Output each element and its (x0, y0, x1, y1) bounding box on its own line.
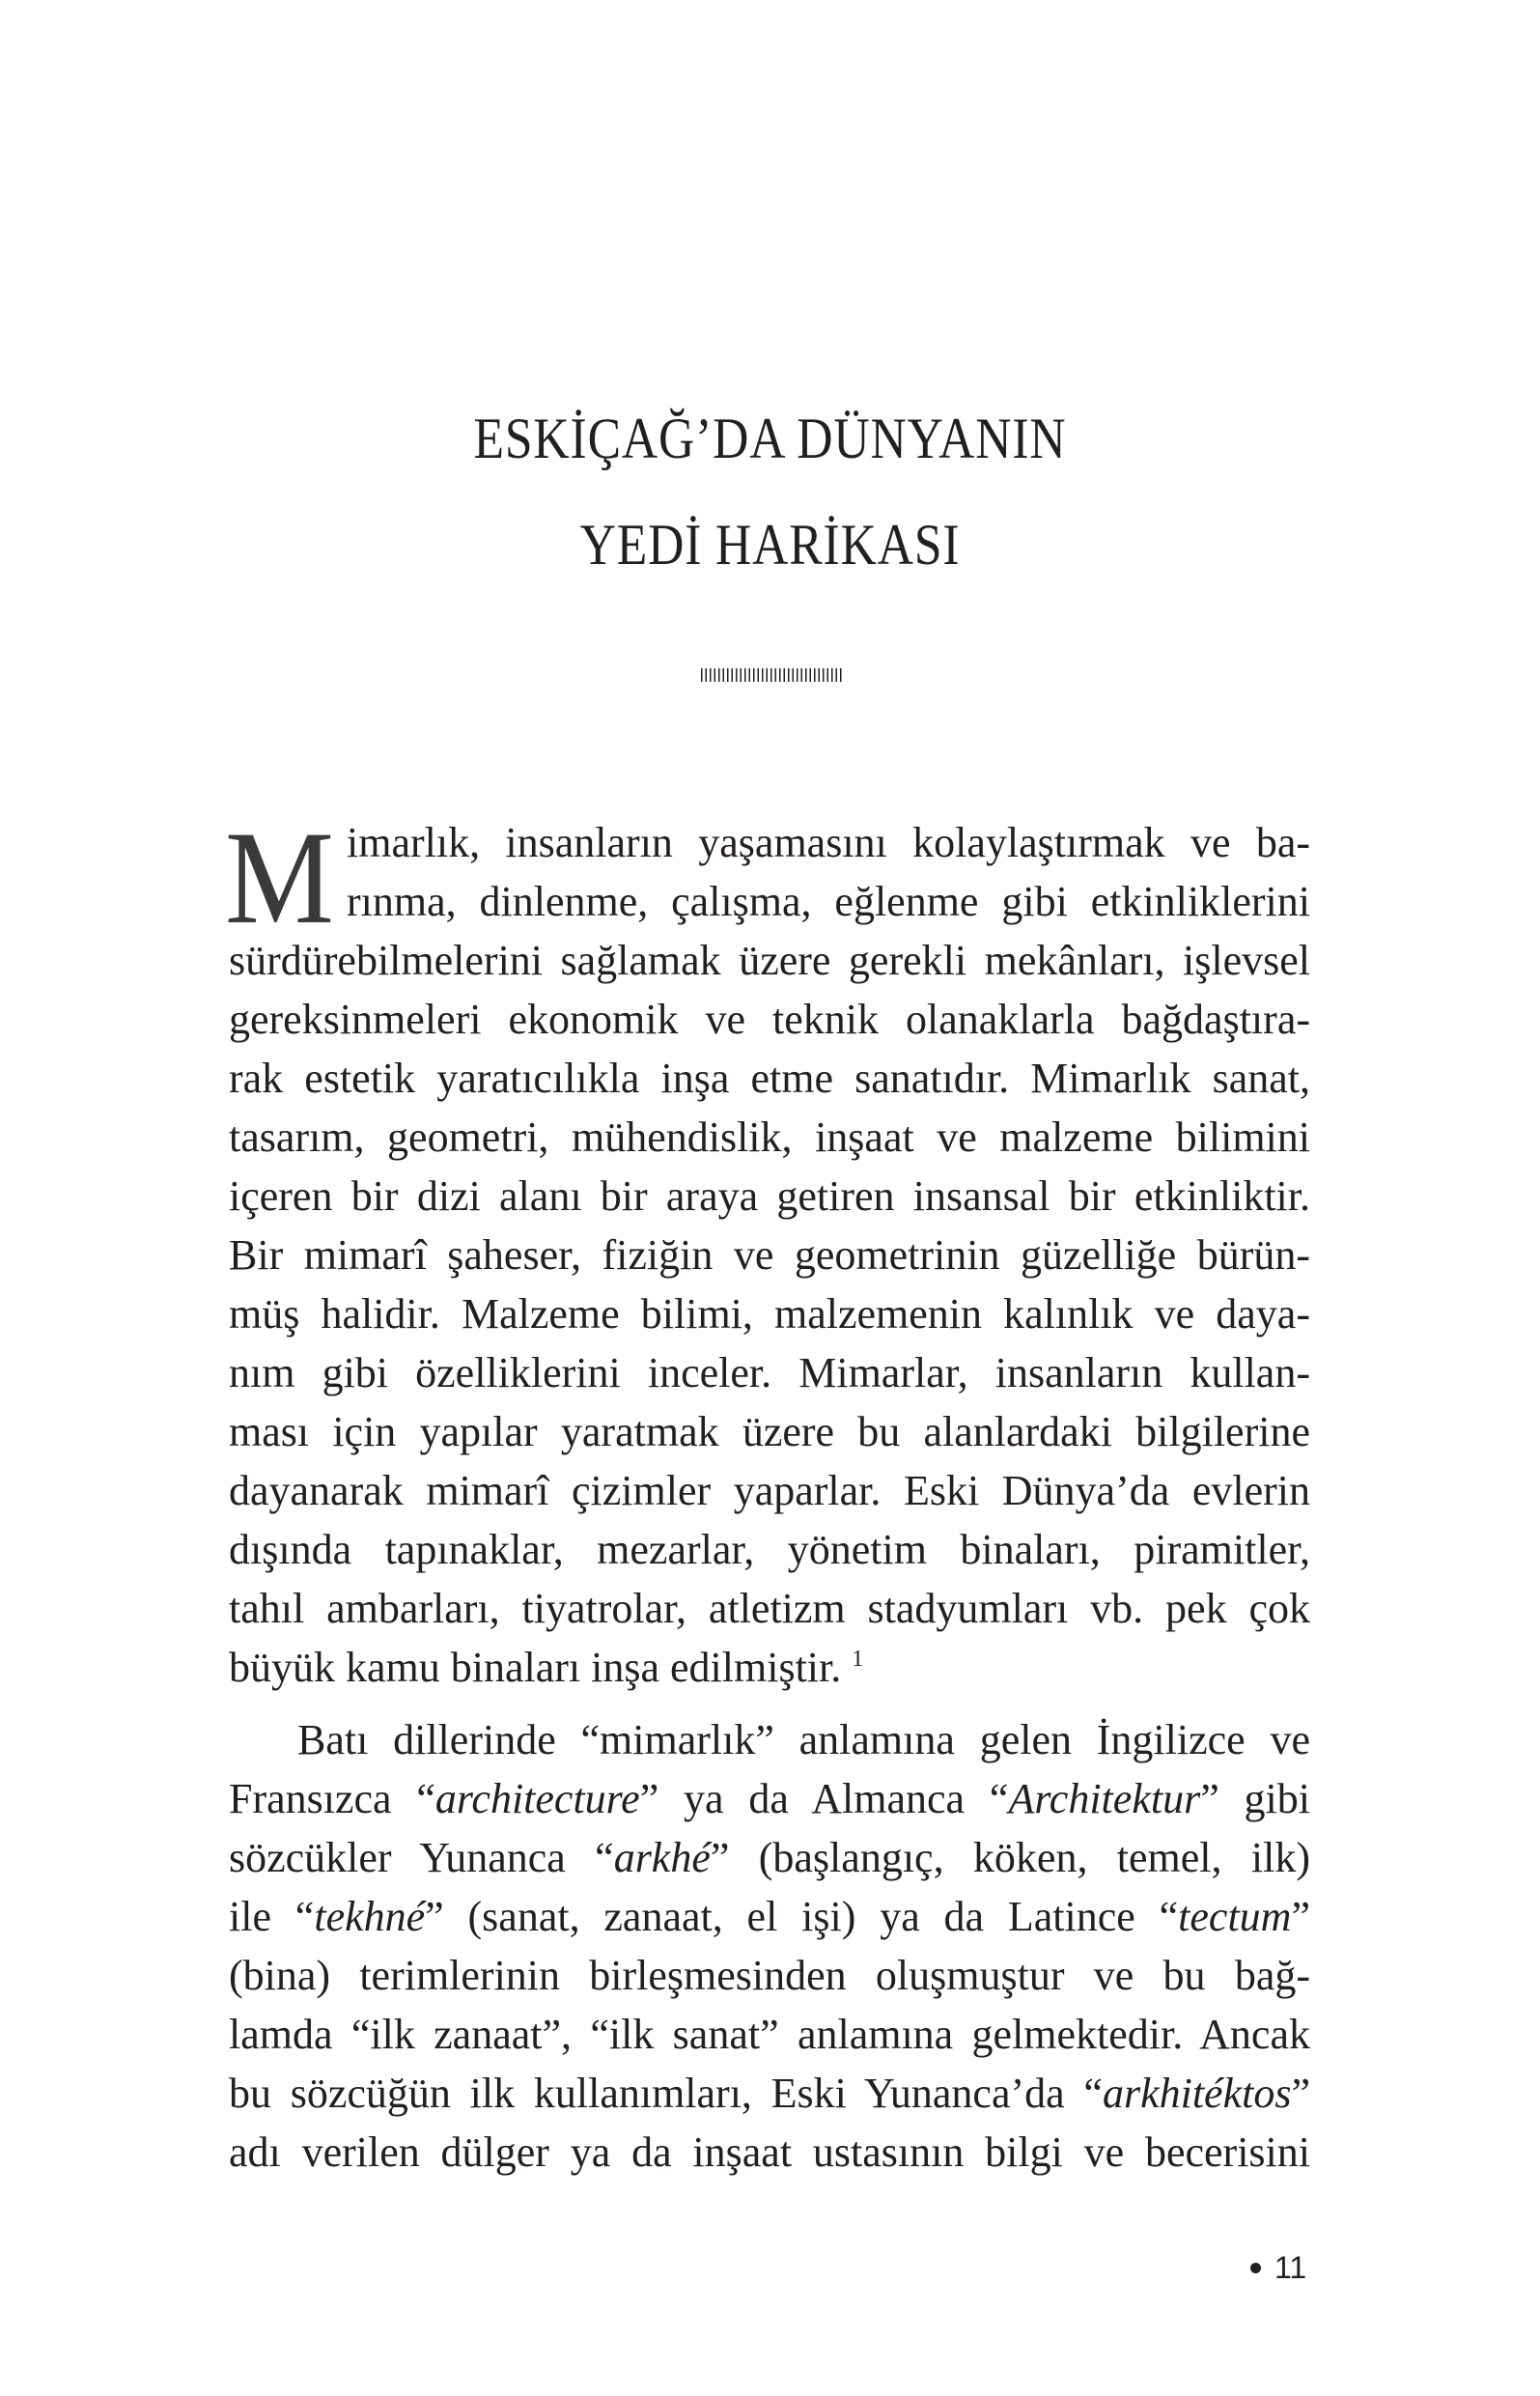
text-line: (bina) terimlerinin birleşmesinden oluşmuştur ve bu bağ- (229, 1952, 1310, 1999)
text-line: rınma, dinlenme, çalışma, eğlenme gibi etkinliklerini (347, 878, 1310, 925)
text-line (229, 1638, 1310, 1697)
text-line (229, 1828, 1310, 1887)
text-segment: ” (sanat, zanaat, el işi) ya da Latince “ (425, 1893, 1179, 1940)
text-line (229, 2064, 1310, 2123)
text-line: dayanarak mimarî çizimler yaparlar. Eski Dünya’da evlerin (229, 1467, 1310, 1514)
text-line: tahıl ambarları, tiyatrolar, atletizm stadyumları vb. pek çok (229, 1585, 1310, 1632)
italic-term: arkhitéktos (1102, 2070, 1292, 2117)
text-line: dışında tapınaklar, mezarlar, yönetim binaları, piramitler, (229, 1526, 1310, 1573)
text-line-content: büyük kamu binaları inşa edilmiştir. (229, 1644, 842, 1691)
text-line: gereksinmeleri ekonomik ve teknik olanaklarla bağdaştıra- (229, 996, 1310, 1043)
text-line: rak estetik yaratıcılıkla inşa etme sanatıdır. Mimarlık sanat, (229, 1055, 1310, 1102)
text-segment: ” (1291, 1893, 1310, 1940)
text-segment: ” (1291, 2070, 1310, 2117)
text-line: tasarım, geometri, mühendislik, inşaat ve malzeme bilimini (229, 1113, 1310, 1161)
text-line: Batı dillerinde “mimarlık” anlamına gelen İngilizce ve (297, 1716, 1310, 1763)
text-segment: ile “ (229, 1893, 315, 1940)
text-segment: ” ya da Almanca “ (639, 1775, 1009, 1822)
text-segment: ” gibi (1200, 1775, 1310, 1822)
text-line: adı verilen dülger ya da inşaat ustasının bilgi ve becerisini (229, 2128, 1310, 2176)
italic-term: tekhné (314, 1893, 426, 1940)
italic-term: tectum (1178, 1893, 1292, 1940)
text-line: müş halidir. Malzeme bilimi, malzemenin kalınlık ve daya- (229, 1290, 1310, 1338)
text-line (229, 1769, 1310, 1828)
page-number: 11 (1274, 2250, 1307, 2285)
chapter-title-line-2: YEDİ HARİKASI (579, 513, 961, 577)
footnote-reference[interactable]: 1 (852, 1647, 864, 1672)
italic-term: architecture (434, 1775, 640, 1822)
drop-cap: M (225, 803, 334, 951)
text-line: nım gibi özelliklerini inceler. Mimarlar, insanların kullan- (229, 1349, 1310, 1396)
text-line: imarlık, insanların yaşamasını kolaylaştırmak ve ba- (347, 819, 1310, 866)
text-line: içeren bir dizi alanı bir araya getiren insansal bir etkinliktir. (229, 1172, 1310, 1220)
bullet-dot-icon (1250, 2263, 1261, 2273)
text-segment: sözcükler Yunanca “ (229, 1834, 614, 1881)
text-segment: bu sözcüğün ilk kullanımları, Eski Yunanca’da “ (229, 2070, 1103, 2117)
text-line: ması için yapılar yaratmak üzere bu alanlardaki bilgilerine (229, 1408, 1310, 1455)
text-line (229, 1887, 1310, 1946)
text-segment: ” (başlangıç, köken, temel, ilk) (710, 1834, 1310, 1881)
decorative-rule-icon (701, 668, 844, 682)
italic-term: arkhé (613, 1834, 711, 1881)
italic-term: Architektur (1008, 1775, 1201, 1822)
text-line: lamda “ilk zanaat”, “ilk sanat” anlamına gelmektedir. Ancak (229, 2011, 1310, 2058)
text-segment: Fransızca “ (229, 1775, 435, 1822)
text-line: sürdürebilmelerini sağlamak üzere gerekli mekânları, işlevsel (229, 937, 1310, 984)
text-line: Bir mimarî şaheser, fiziğin ve geometrinin güzelliğe bürün- (229, 1231, 1310, 1279)
chapter-title-line-1: ESKİÇAĞ’DA DÜNYANIN (473, 407, 1067, 470)
page-footer (1250, 2248, 1306, 2287)
